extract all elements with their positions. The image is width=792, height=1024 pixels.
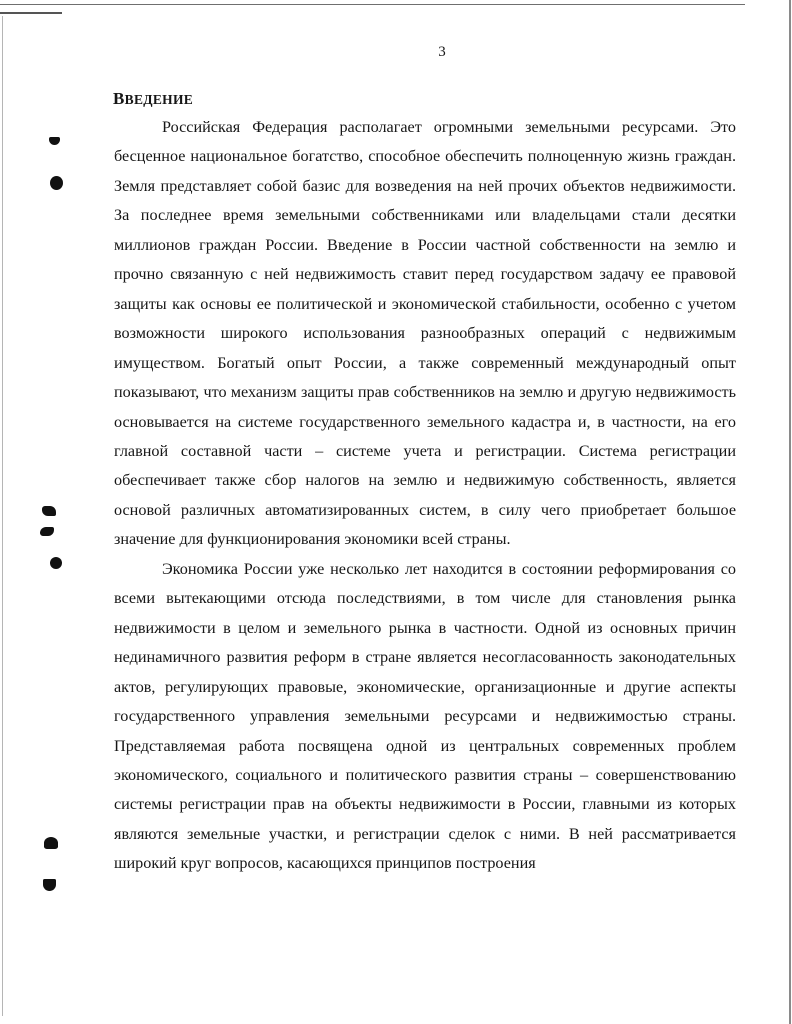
binding-hole-mark	[42, 506, 56, 516]
page-number: 3	[438, 44, 446, 60]
binding-hole-mark	[40, 527, 54, 536]
binding-hole-mark	[43, 879, 56, 891]
binding-hole-mark	[50, 176, 63, 190]
scan-right-border	[789, 0, 791, 1024]
scan-left-border	[2, 16, 3, 1016]
section-heading-text: ВВЕДЕНИЕ	[113, 89, 194, 108]
scan-top-border	[0, 4, 745, 5]
document-body	[114, 113, 736, 879]
binding-hole-mark	[49, 137, 60, 145]
section-heading	[113, 89, 193, 109]
binding-hole-mark	[50, 557, 62, 569]
scan-top-border-fragment	[0, 12, 62, 14]
paragraph: Российская Федерация располагает огромными земельными ресурсами. Это бесценное национальное богатство, способное обеспечить полноценную жизнь граждан. Земля представляет собой базис для возведения на ней прочих объектов недвижимости. За последнее время земельными собственниками или владельцами стали десятки миллионов граждан России. Введение в России частной собственности на землю и прочно связанную с ней недвижимость ставит перед государством задачу ее правовой защиты как основы ее политической и экономической стабильности, особенно с учетом возможности широкого использования разнообразных операций с недвижимым имуществом. Богатый опыт России, а также современный международный опыт показывают, что механизм защиты прав собственников на землю и другую недвижимость основывается на системе государственного земельного кадастра и, в частности, на его главной составной части – системе учета и регистрации. Система регистрации обеспечивает также сбор налогов на землю и недвижимую собственность, является основой различных автоматизированных систем, в силу чего приобретает большое значение для функционирования экономики всей страны.	[114, 118, 736, 549]
binding-hole-mark	[44, 837, 58, 849]
paragraph: Экономика России уже несколько лет находится в состоянии реформирования со всеми вытекающими отсюда последствиями, в том числе для становления рынка недвижимости в целом и земельного рынка в частности. Одной из основных причин нединамичного развития реформ в стране является несогласованность законодательных актов, регулирующих правовые, экономические, организационные и другие аспекты государственного управления земельными ресурсами и недвижимостью страны. Представляемая работа посвящена одной из центральных современных проблем экономического, социального и политического развития страны – совершенствованию системы регистрации прав на объекты недвижимости в России, главными из которых являются земельные участки, и регистрации сделок с ними. В ней рассматривается широкий круг вопросов, касающихся принципов построения	[114, 559, 736, 873]
